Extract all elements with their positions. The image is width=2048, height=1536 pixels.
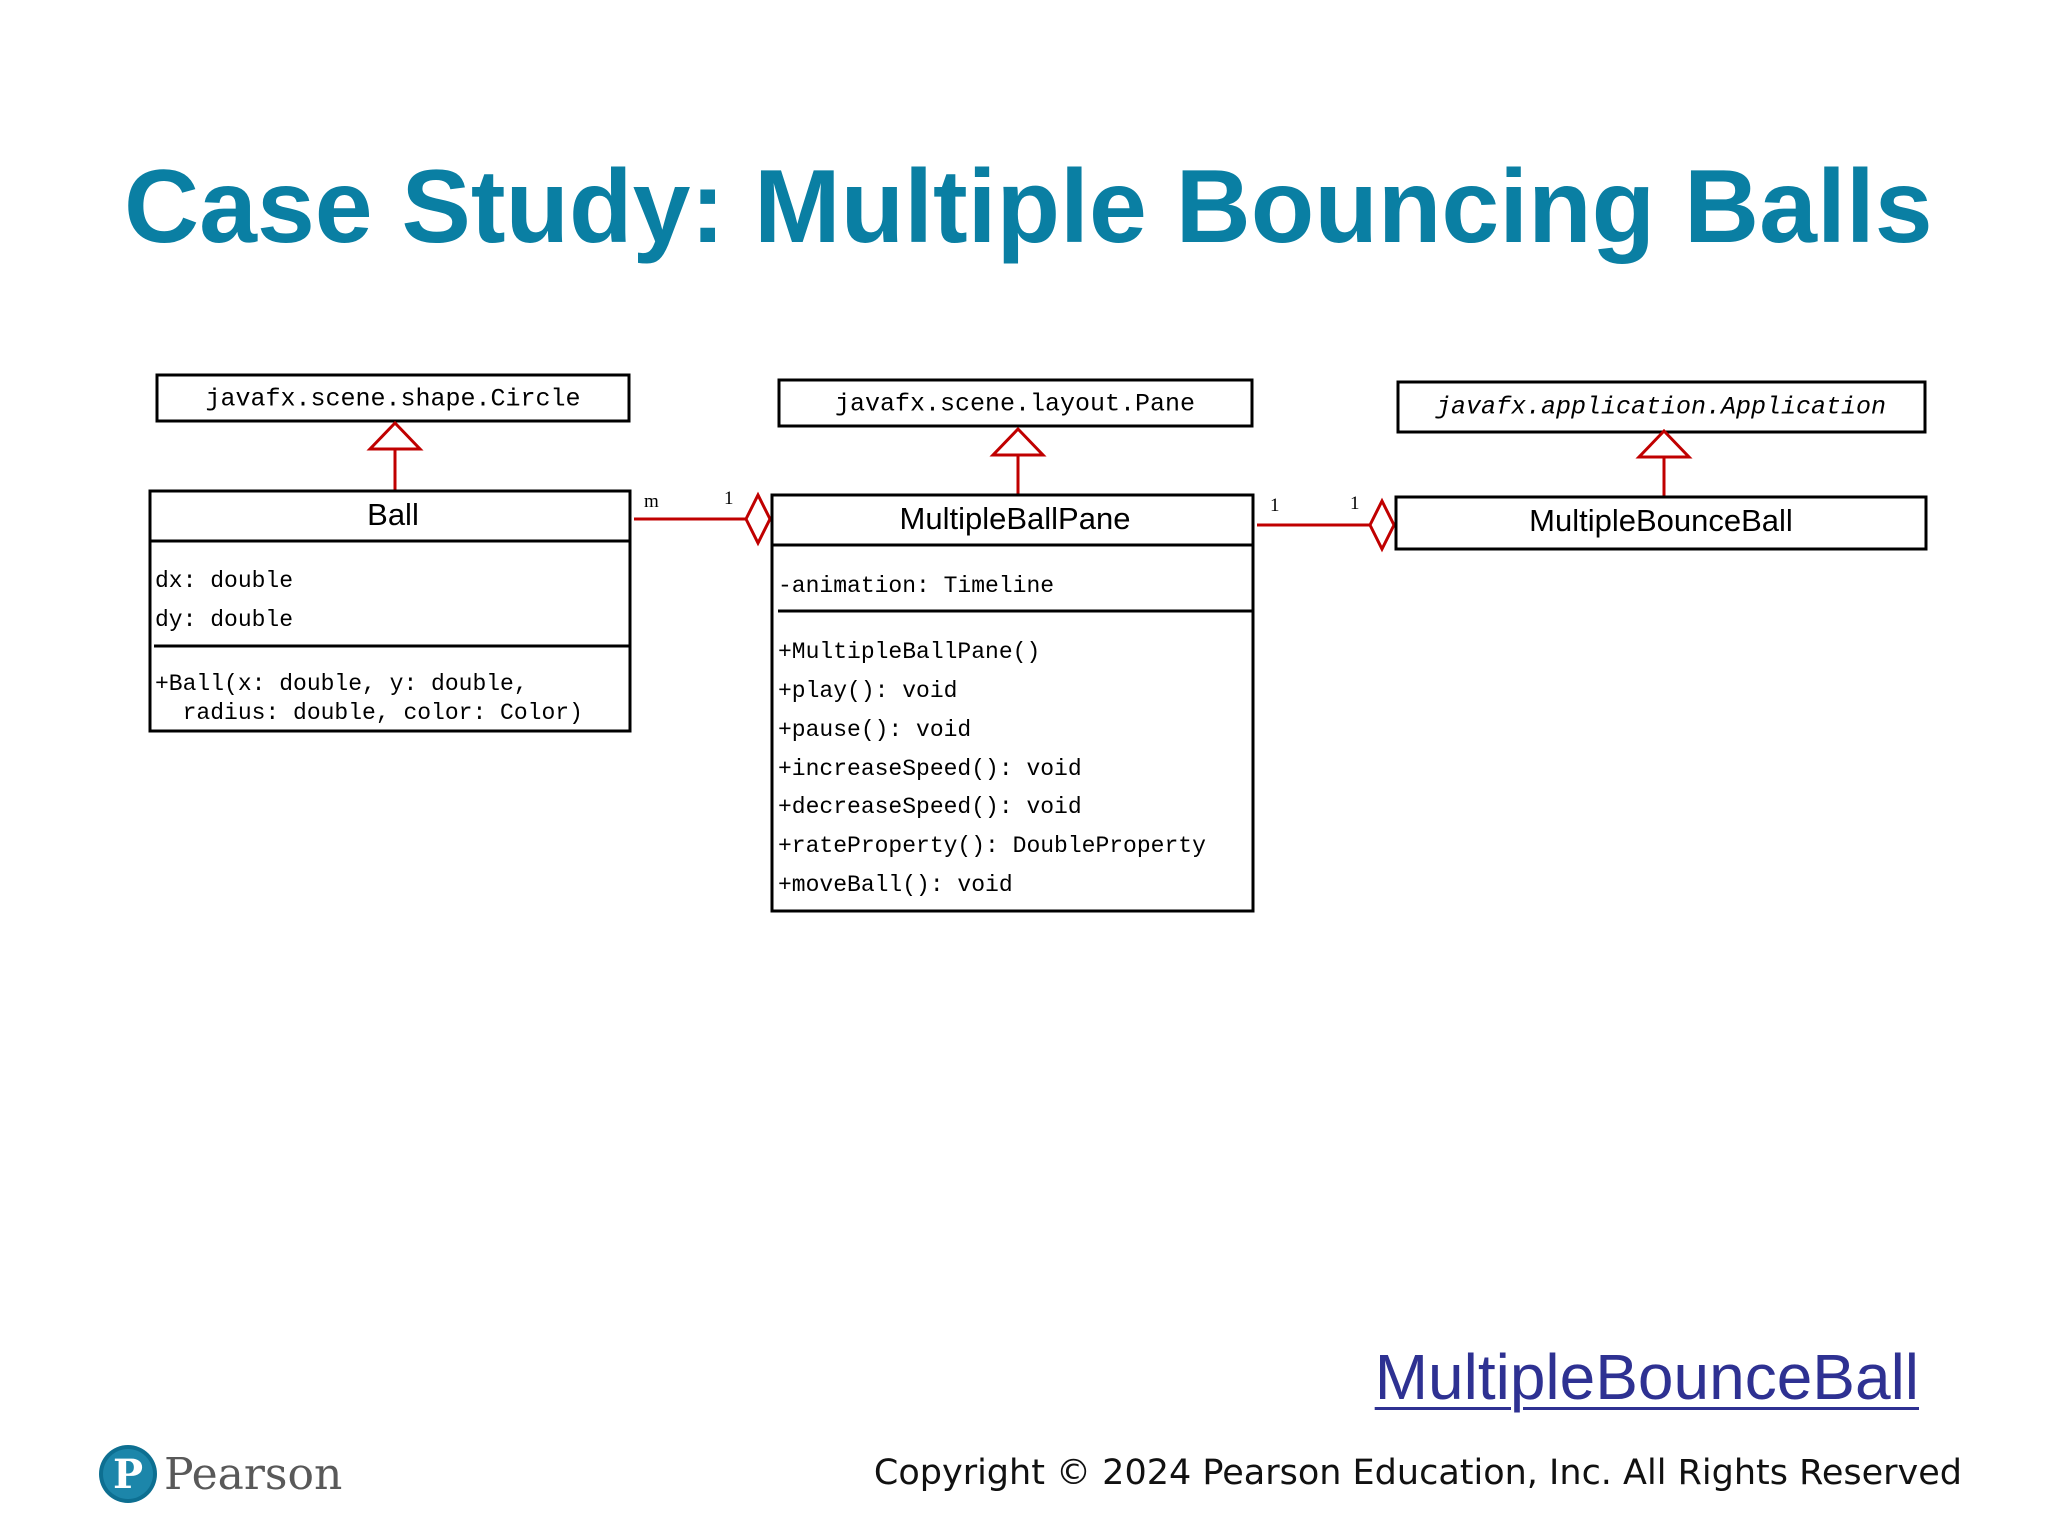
pane-field: -animation: Timeline bbox=[778, 573, 1055, 599]
copyright-notice: Copyright © 2024 Pearson Education, Inc. All Rights Reserved bbox=[873, 1453, 1962, 1493]
superclass-application-label: javafx.application.Application bbox=[1435, 392, 1887, 422]
ball-method: +Ball(x: double, y: double, bbox=[155, 671, 528, 697]
superclass-circle bbox=[157, 375, 629, 421]
aggregation-ball-pane bbox=[634, 488, 770, 543]
class-app-name: MultipleBounceBall bbox=[1529, 503, 1793, 539]
pearson-logo-icon bbox=[98, 1444, 158, 1504]
superclass-pane-label: javafx.scene.layout.Pane bbox=[834, 389, 1196, 419]
class-pane-name: MultipleBallPane bbox=[899, 501, 1131, 537]
class-multiple-bounce-ball bbox=[1396, 497, 1926, 549]
pearson-logo-text: Pearson bbox=[164, 1448, 343, 1500]
ball-method: radius: double, color: Color) bbox=[155, 700, 583, 726]
aggregation-pane-app bbox=[1257, 493, 1394, 549]
multiplicity-label: 1 bbox=[724, 488, 734, 509]
ball-field: dx: double bbox=[155, 568, 294, 594]
multiplicity-label: 1 bbox=[1350, 493, 1360, 514]
multiple-bounce-ball-link[interactable]: MultipleBounceBall bbox=[1374, 1341, 1919, 1413]
superclass-pane bbox=[779, 380, 1252, 426]
inheritance-pane bbox=[993, 429, 1043, 495]
svg-text:P: P bbox=[112, 1451, 144, 1498]
multiplicity-label: 1 bbox=[1270, 495, 1280, 516]
pane-method: +pause(): void bbox=[778, 717, 972, 743]
pane-method: +moveBall(): void bbox=[778, 872, 1013, 898]
superclass-application bbox=[1398, 382, 1925, 432]
superclass-circle-label: javafx.scene.shape.Circle bbox=[205, 384, 581, 414]
class-ball bbox=[150, 491, 630, 731]
pane-method: +MultipleBallPane() bbox=[778, 639, 1041, 665]
inheritance-app bbox=[1639, 431, 1689, 497]
class-multiple-ball-pane bbox=[772, 495, 1253, 911]
pane-method: +play(): void bbox=[778, 678, 958, 704]
multiplicity-label: m bbox=[644, 491, 659, 512]
inheritance-ball-circle bbox=[370, 423, 420, 491]
pearson-logo bbox=[98, 1444, 342, 1504]
slide-title: Case Study: Multiple Bouncing Balls bbox=[124, 149, 1933, 265]
pane-method: +rateProperty(): DoubleProperty bbox=[778, 833, 1206, 859]
pane-method: +increaseSpeed(): void bbox=[778, 756, 1082, 782]
class-ball-name: Ball bbox=[367, 497, 419, 533]
pane-method: +decreaseSpeed(): void bbox=[778, 794, 1082, 820]
ball-field: dy: double bbox=[155, 607, 294, 633]
